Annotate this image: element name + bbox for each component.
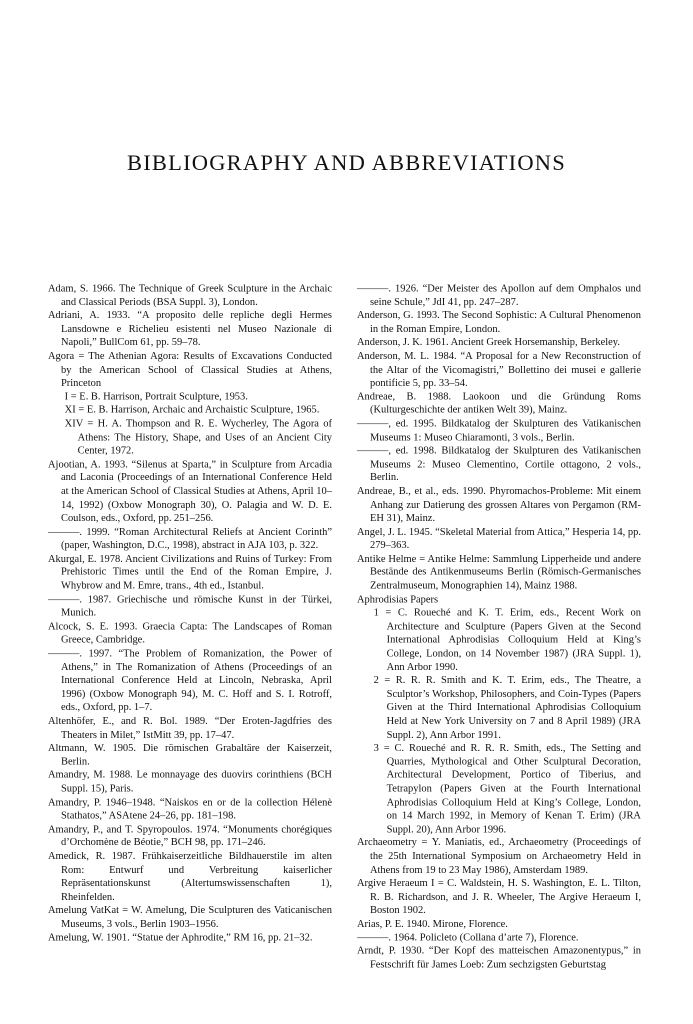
bibliography-entry: 3 = C. Roueché and R. R. R. Smith, eds., The Setting and Quarries, Mythological and Other Sculptural Decoration, Architectural Development, Portico of Tiberius, and Tetrapylon (Papers Given at the Fourth International Aphrodisias Colloquium Held at King’s College, London, on 14 March 1992, in Memory of Kenan T. Erim) (JRA Suppl. 20), Ann Arbor 1996. bbox=[373, 742, 644, 835]
bibliography-entry: Arias, P. E. 1940. Mirone, Florence. bbox=[357, 918, 508, 930]
bibliography-entry: Andreae, B. 1988. Laokoon und die Gründung Roms (Kulturgeschichte der antiken Welt 39), Mainz. bbox=[357, 391, 644, 416]
bibliography-entry: XIV = H. A. Thompson and R. E. Wycherley, The Agora of Athens: The History, Shape, and Uses of an Ancient City Center, 1972. bbox=[64, 418, 335, 457]
page-title: BIBLIOGRAPHY AND ABBREVIATIONS bbox=[127, 150, 566, 175]
bibliography-entry: Anderson, M. L. 1984. “A Proposal for a New Reconstruction of the Altar of the Vicomagistri,” Bollettino dei musei e gallerie pontificie 5, pp. 33–54. bbox=[357, 350, 644, 389]
bibliography-entry: Aphrodisias Papers bbox=[357, 593, 439, 605]
bibliography-entry: Amelung VatKat = W. Amelung, Die Sculpturen des Vaticanischen Museums, 3 vols., Berlin 1903–1956. bbox=[48, 904, 335, 930]
bibliography-entry: ———. 1926. “Der Meister des Apollon auf dem Omphalos und seine Schule,” JdI 41, pp. 247–287. bbox=[357, 282, 644, 308]
bibliography-entry: Adam, S. 1966. The Technique of Greek Sculpture in the Archaic and Classical Periods (BSA Suppl. 3), London. bbox=[48, 282, 335, 308]
bibliography-entry: ———. 1997. “The Problem of Romanization, the Power of Athens,” in The Romanization of Athens (Proceedings of an International Conference Held at Lincoln, Nebraska, April 1996) (Oxbow Monograph 94), M. C. Hoff and S. I. Rotroff, eds., Oxford, pp. 1–7. bbox=[48, 647, 335, 714]
bibliography-entry: Amedick, R. 1987. Frühkaiserzeitliche Bildhauerstile im alten Rom: Entwurf und Verbreitung kaiserlicher Repräsentationskunst (Altertumswissenschaften 1), Rheinfelden. bbox=[48, 850, 335, 903]
bibliography-entry: ———. 1964. Policleto (Collana d’arte 7), Florence. bbox=[357, 931, 579, 943]
bibliography-entry: Andreae, B., et al., eds. 1990. Phyromachos-Probleme: Mit einem Anhang zur Datierung des grossen Altares von Pergamon (RM-EH 31), Mainz. bbox=[357, 485, 644, 524]
bibliography-entry: Akurgal, E. 1978. Ancient Civilizations and Ruins of Turkey: From Prehistoric Times until the End of the Roman Empire, J. Whybrow and M. Emre, trans., 4th ed., Istanbul. bbox=[48, 553, 335, 592]
bibliography-entry: Adriani, A. 1933. “A proposito delle repliche degli Hermes Lansdowne e Richelieu esistenti nel Museo Nazionale di Napoli,” BullCom 61, pp. 59–78. bbox=[48, 309, 335, 349]
bibliography-entry: ———. 1987. Griechische und römische Kunst in der Türkei, Munich. bbox=[48, 593, 335, 619]
bibliography-entry: XI = E. B. Harrison, Archaic and Archaistic Sculpture, 1965. bbox=[64, 404, 320, 416]
bibliography-entry: Archaeometry = Y. Maniatis, ed., Archaeometry (Proceedings of the 25th International Symposium on Archaeometry Held in Athens from 19 to 23 May 1986), Amsterdam 1989. bbox=[357, 837, 644, 876]
bibliography-entry: Arndt, P. 1930. “Der Kopf des matteischen Amazonentypus,” in Festschrift für James Loeb: Zum sechzigsten Geburtstag bbox=[357, 945, 644, 971]
bibliography-entry: I = E. B. Harrison, Portrait Sculpture, 1953. bbox=[64, 391, 248, 403]
bibliography-entry: Amandry, M. 1988. Le monnayage des duovirs corinthiens (BCH Suppl. 15), Paris. bbox=[48, 769, 335, 795]
bibliography-entry: Alcock, S. E. 1993. Graecia Capta: The Landscapes of Roman Greece, Cambridge. bbox=[48, 620, 335, 646]
left-column bbox=[48, 282, 335, 944]
bibliography-entry: Anderson, G. 1993. The Second Sophistic: A Cultural Phenomenon in the Roman Empire, London. bbox=[357, 309, 644, 335]
bibliography-entry: ———, ed. 1995. Bildkatalog der Skulpturen des Vatikanischen Museums 1: Museo Chiaramonti, 3 vols., Berlin. bbox=[357, 418, 644, 443]
bibliography-entry: Altmann, W. 1905. Die römischen Grabaltäre der Kaiserzeit, Berlin. bbox=[48, 742, 335, 768]
bibliography-entry: 2 = R. R. R. Smith and K. T. Erim, eds., The Theatre, a Sculptor’s Workshop, Philosophers, and Coin-Types (Papers Given at the Third International Aphrodisias Colloquium Held at New York University on 7 and 8 April 1989) (JRA Suppl. 2), Ann Arbor 1991. bbox=[373, 674, 644, 741]
bibliography-entry: Anderson, J. K. 1961. Ancient Greek Horsemanship, Berkeley. bbox=[357, 337, 620, 349]
bibliography-entry: 1 = C. Roueché and K. T. Erim, eds., Recent Work on Architecture and Sculpture (Papers Given at the Second International Aphrodisias Colloquium Held at King’s College, London, on 14 November 1987) (JRA Suppl. 1), Ann Arbor 1990. bbox=[373, 607, 644, 673]
bibliography-entry: ———. 1999. “Roman Architectural Reliefs at Ancient Corinth” (paper, Washington, D.C., 1998), abstract in AJA 103, p. 322. bbox=[48, 526, 335, 551]
right-column bbox=[357, 282, 644, 971]
bibliography-entry: Amandry, P., and T. Spyropoulos. 1974. “Monuments chorégiques d’Orchomène de Béotie,” BCH 98, pp. 171–246. bbox=[48, 823, 335, 849]
bibliography-entry: Amelung, W. 1901. “Statue der Aphrodite,” RM 16, pp. 21–32. bbox=[48, 931, 313, 943]
bibliography-entry: Angel, J. L. 1945. “Skeletal Material from Attica,” Hesperia 14, pp. 279–363. bbox=[357, 526, 644, 551]
bibliography-entry: Agora = The Athenian Agora: Results of Excavations Conducted by the American School of Classical Studies at Athens, Princeton bbox=[48, 350, 335, 389]
bibliography-entry: ———, ed. 1998. Bildkatalog der Skulpturen des Vatikanischen Museums 2: Museo Clementino, Cortile ottagono, 2 vols., Berlin. bbox=[357, 445, 644, 484]
bibliography-entry: Ajootian, A. 1993. “Silenus at Sparta,” in Sculpture from Arcadia and Laconia (Proceedings of an International Conference Held at the American School of Classical Studies at Athens, April 10–14, 1992) (Oxbow Monograph 30), O. Palagia and W. D. E. Coulson, eds., Oxford, pp. 251–256. bbox=[48, 458, 335, 524]
bibliography-entry: Argive Heraeum I = C. Waldstein, H. S. Washington, E. L. Tilton, R. B. Richardson, and J. R. Wheeler, The Argive Heraeum I, Boston 1902. bbox=[357, 877, 644, 916]
bibliography-entry: Amandry, P. 1946–1948. “Naiskos en or de la collection Hélenè Stathatos,” ASAtene 24–26, pp. 181–198. bbox=[48, 796, 335, 822]
bibliography-entry: Antike Helme = Antike Helme: Sammlung Lipperheide und andere Bestände des Antikenmuseums Berlin (Römisch-Germanisches Zentralmuseum, Monographien 14), Mainz 1988. bbox=[357, 553, 644, 592]
bibliography-entry: Altenhöfer, E., and R. Bol. 1989. “Der Eroten-Jagdfries des Theaters in Milet,” IstMitt 39, pp. 17–47. bbox=[48, 715, 335, 741]
